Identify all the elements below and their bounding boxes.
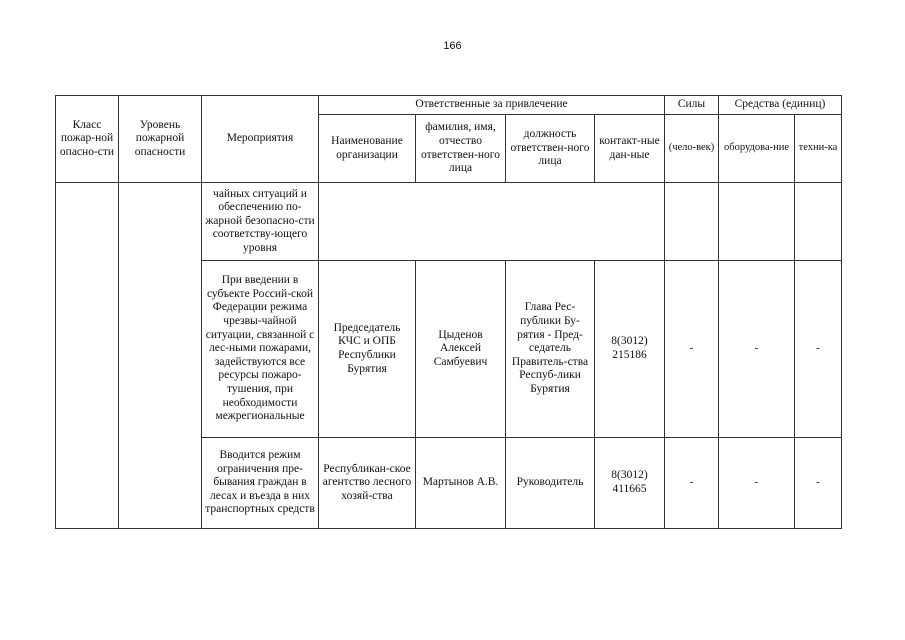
contact-cell: 8(3012) 215186: [595, 261, 665, 438]
people-cell: -: [665, 261, 719, 438]
header-org-name: Наименование организации: [319, 115, 416, 183]
header-row-1: [56, 96, 842, 115]
header-vehicles: техни-ка: [795, 115, 842, 183]
vehicles-cell: [795, 183, 842, 261]
org-cell: Председатель КЧС и ОПБ Республики Бурятия: [319, 261, 416, 438]
header-fio: фамилия, имя, отчество ответствен-ного лица: [416, 115, 506, 183]
org-cell: Республикан-ское агентство лесного хозяй-ства: [319, 438, 416, 529]
position-cell: Глава Рес-публики Бу-рятия - Пред-седатель Правитель-ства Респуб-лики Бурятия: [506, 261, 595, 438]
vehicles-cell: -: [795, 438, 842, 529]
header-position: должность ответствен-ного лица: [506, 115, 595, 183]
equipment-cell: [719, 183, 795, 261]
header-class: Класс пожар-ной опасно-сти: [56, 96, 119, 183]
position-cell: Руководитель: [506, 438, 595, 529]
header-responsible: Ответственные за привлечение: [319, 96, 665, 115]
header-contact: контакт-ные дан-ные: [595, 115, 665, 183]
level-cell: [119, 183, 202, 529]
people-cell: [665, 183, 719, 261]
equipment-cell: -: [719, 438, 795, 529]
header-equipment: оборудова-ние: [719, 115, 795, 183]
header-people: (чело-век): [665, 115, 719, 183]
header-means: Средства (единиц): [719, 96, 842, 115]
person-cell: Мартынов А.В.: [416, 438, 506, 529]
contact-cell: 8(3012) 411665: [595, 438, 665, 529]
measure-cell: Вводится режим ограничения пре-бывания граждан в лесах и въезда в них транспортных средств: [202, 438, 319, 529]
people-cell: -: [665, 438, 719, 529]
fire-measures-table: [55, 95, 842, 529]
measure-cell: При введении в субъекте Россий-ской Федерации режима чрезвы-чайной ситуации, связанной с лес-ными пожарами, задействуются все ресурсы пожаро-тушения, при необходимости межрегиональные: [202, 261, 319, 438]
page-number: 166: [443, 40, 462, 52]
header-measures: Мероприятия: [202, 96, 319, 183]
person-cell: Цыденов Алексей Самбуевич: [416, 261, 506, 438]
header-level: Уровень пожарной опасности: [119, 96, 202, 183]
class-cell: [56, 183, 119, 529]
responsible-cell: [319, 183, 665, 261]
table-row: [56, 183, 842, 261]
measure-cell: чайных ситуаций и обеспечению по-жарной безопасно-сти соответству-ющего уровня: [202, 183, 319, 261]
header-forces: Силы: [665, 96, 719, 115]
equipment-cell: -: [719, 261, 795, 438]
vehicles-cell: -: [795, 261, 842, 438]
